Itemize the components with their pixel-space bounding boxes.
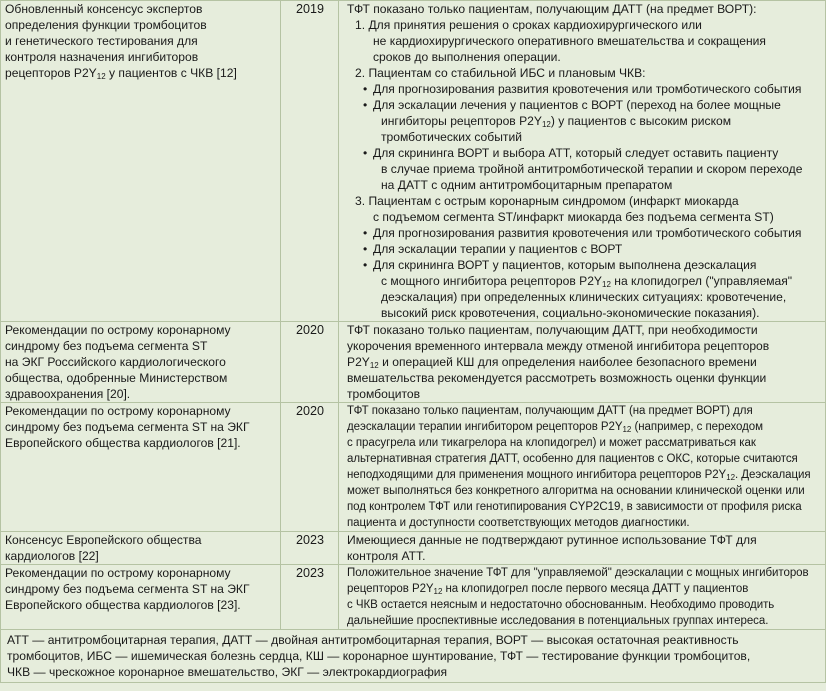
- footnote-line: ЧКВ — чрескожное коронарное вмешательство, ЭКГ — электрокардиография: [7, 665, 448, 679]
- source-line: Обновленный консенсус экспертов: [5, 2, 203, 16]
- recommendation-line: под контролем ТФТ или генотипирования CYP2C19, в зависимости от профиля риска: [347, 501, 802, 513]
- recommendation-cell: [339, 322, 826, 403]
- source-line: на ЭКГ Российского кардиологического: [5, 355, 226, 369]
- recommendation-line: дальнейшие проспективные исследования в потенциальных группах интереса.: [347, 615, 769, 627]
- source-line: Консенсус Европейского общества: [5, 533, 202, 547]
- source-line: Рекомендации по острому коронарному: [5, 566, 231, 580]
- table-row: [1, 1, 826, 322]
- recommendation-line: Имеющиеся данные не подтверждают рутинное использование ТФТ для: [347, 533, 757, 547]
- recommendation-line: ТФТ показано только пациентам, получающим ДАТТ, при необходимости: [347, 323, 758, 337]
- subscript: 12: [602, 280, 611, 289]
- footnote-row: [1, 630, 826, 683]
- recommendation-line: контроля АТТ.: [347, 549, 426, 563]
- recommendation-cell: [339, 532, 826, 565]
- recommendation-line: высокий риск кровотечения, социально-экономические показания).: [381, 306, 760, 320]
- source-line: определения функции тромбоцитов: [5, 18, 207, 32]
- year-cell: 2023: [281, 565, 339, 630]
- bullet-item: • Для скрининга ВОРТ у пациентов, которым выполнена деэскалация: [347, 257, 822, 273]
- source-cell: [1, 532, 281, 565]
- recommendation-line: неподходящими для применения мощного ингибитора рецепторов $P2Y_{12}$. Деэскалация: [347, 469, 811, 482]
- source-line: общества, одобренные Министерством: [5, 371, 228, 385]
- recommendation-line: укорочения временного интервала между отменой ингибитора рецепторов: [347, 339, 770, 353]
- year-cell: 2020: [281, 322, 339, 403]
- recommendation-line: пациента и доступности соответствующих методов диагностики.: [347, 517, 690, 529]
- footnote-line: тромбоцитов, ИБС — ишемическая болезнь сердца, КШ — коронарное шунтирование, ТФТ — тестирование функции тромбоцитов,: [7, 649, 751, 663]
- recommendation-line: 1. Для принятия решения о сроках кардиохирургического или: [355, 18, 702, 32]
- table-row: [1, 532, 826, 565]
- subscript: 12: [96, 72, 106, 81]
- recommendation-line: ТФТ показано только пациентам, получающим ДАТТ (на предмет ВОРТ):: [347, 2, 757, 16]
- source-cell: [1, 1, 281, 322]
- table-row: [1, 322, 826, 403]
- recommendation-line: с прасугрела или тикагрелора на клопидогрел) и может рассматриваться как: [347, 437, 756, 449]
- recommendation-line: с подъемом сегмента ST/инфаркт миокарда без подъема сегмента ST): [373, 210, 774, 224]
- year-cell: 2019: [281, 1, 339, 322]
- source-cell: [1, 403, 281, 532]
- recommendation-line: 3. Пациентам с острым коронарным синдромом (инфаркт миокарда: [355, 194, 739, 208]
- recommendation-line: 2. Пациентам со стабильной ИБС и плановым ЧКВ:: [355, 66, 646, 80]
- year-cell: 2020: [281, 403, 339, 532]
- recommendation-line: $P2Y_{12}$ и операцией КШ для определения наиболее безопасного времени: [347, 355, 757, 370]
- source-cell: [1, 322, 281, 403]
- source-line: Европейского общества кардиологов [21].: [5, 436, 241, 450]
- subscript: 12: [433, 587, 443, 596]
- recommendation-cell: [339, 1, 826, 322]
- bullet-item: • Для скрининга ВОРТ и выбора АТТ, который следует оставить пациенту: [347, 145, 822, 161]
- subscript: 12: [726, 473, 735, 482]
- recommendation-line: альтернативная стратегия ДАТТ, особенно для пациентов с ОКС, которые считаются: [347, 453, 798, 465]
- recommendation-line: не кардиохирургического оперативного вмешательства и сокращения: [373, 34, 766, 48]
- recommendation-line: ТФТ показано только пациентам, получающим ДАТТ (на предмет ВОРТ) для: [347, 405, 753, 417]
- table-row: [1, 403, 826, 532]
- recommendation-line: с мощного ингибитора рецепторов $P2Y_{12}$ на клопидогрел ("управляемая": [381, 274, 793, 289]
- recommendation-line: Положительное значение ТФТ для "управляемой" деэскалации с мощных ингибиторов: [347, 567, 809, 579]
- source-line: и генетического тестирования для: [5, 34, 198, 48]
- source-line: синдрому без подъема сегмента ST: [5, 339, 208, 353]
- recommendation-line: тромботических событий: [381, 130, 522, 144]
- source-line: Европейского общества кардиологов [23].: [5, 598, 241, 612]
- source-line: синдрому без подъема сегмента ST на ЭКГ: [5, 420, 250, 434]
- year-cell: 2023: [281, 532, 339, 565]
- source-line: рецепторов $P2Y_{12}$ у пациентов с ЧКВ [12]: [5, 66, 237, 81]
- source-line: синдрому без подъема сегмента ST на ЭКГ: [5, 582, 250, 596]
- table-body: [1, 1, 826, 630]
- source-line: Рекомендации по острому коронарному: [5, 323, 231, 337]
- recommendation-cell: [339, 565, 826, 630]
- source-line: здравоохранения [20].: [5, 387, 131, 401]
- source-line: кардиологов [22]: [5, 549, 99, 563]
- subscript: 12: [622, 425, 632, 434]
- source-line: контроля назначения ингибиторов: [5, 50, 199, 64]
- bullet-item: • Для эскалации терапии у пациентов с ВОРТ: [347, 241, 822, 257]
- bullet-item: • Для прогнозирования развития кровотечения или тромботического события: [347, 225, 822, 241]
- recommendation-line: с ЧКВ остается неясным и недостаточно обоснованным. Необходимо проводить: [347, 599, 775, 611]
- recommendation-line: на ДАТТ с одним антитромбоцитарным препаратом: [381, 178, 673, 192]
- recommendation-line: ингибиторы рецепторов $P2Y_{12}$) у пациентов с высоким риском: [381, 114, 732, 129]
- table-row: [1, 565, 826, 630]
- recommendation-line: деэскалации терапии ингибитором рецепторов $P2Y_{12}$ (например, с переходом: [347, 421, 763, 434]
- bullet-item: • Для эскалации лечения у пациентов с ВОРТ (переход на более мощные: [347, 97, 822, 113]
- subscript: 12: [369, 361, 379, 370]
- recommendation-line: деэскалация) при определенных клинических ситуациях: кровотечение,: [381, 290, 787, 304]
- footnote-line: АТТ — антитромбоцитарная терапия, ДАТТ — двойная антитромбоцитарная терапия, ВОРТ — высокая остаточная реактивность: [7, 633, 739, 647]
- recommendation-line: тромбоцитов: [347, 387, 421, 401]
- bullet-item: • Для прогнозирования развития кровотечения или тромботического события: [347, 81, 822, 97]
- recommendation-line: в случае приема тройной антитромботической терапии и скором переходе: [381, 162, 803, 176]
- recommendation-line: может выполняться без конкретного алгоритма на основании клинической оценки или: [347, 485, 805, 497]
- recommendation-line: рецепторов $P2Y_{12}$ на клопидогрел после первого месяца ДАТТ у пациентов: [347, 583, 749, 596]
- abbreviations-footnote: [1, 630, 826, 683]
- source-cell: [1, 565, 281, 630]
- subscript: 12: [541, 120, 551, 129]
- source-line: Рекомендации по острому коронарному: [5, 404, 231, 418]
- recommendation-line: вмешательства рекомендуется рассмотреть возможность оценки функции: [347, 371, 767, 385]
- recommendation-cell: [339, 403, 826, 532]
- recommendation-line: сроков до выполнения операции.: [373, 50, 561, 64]
